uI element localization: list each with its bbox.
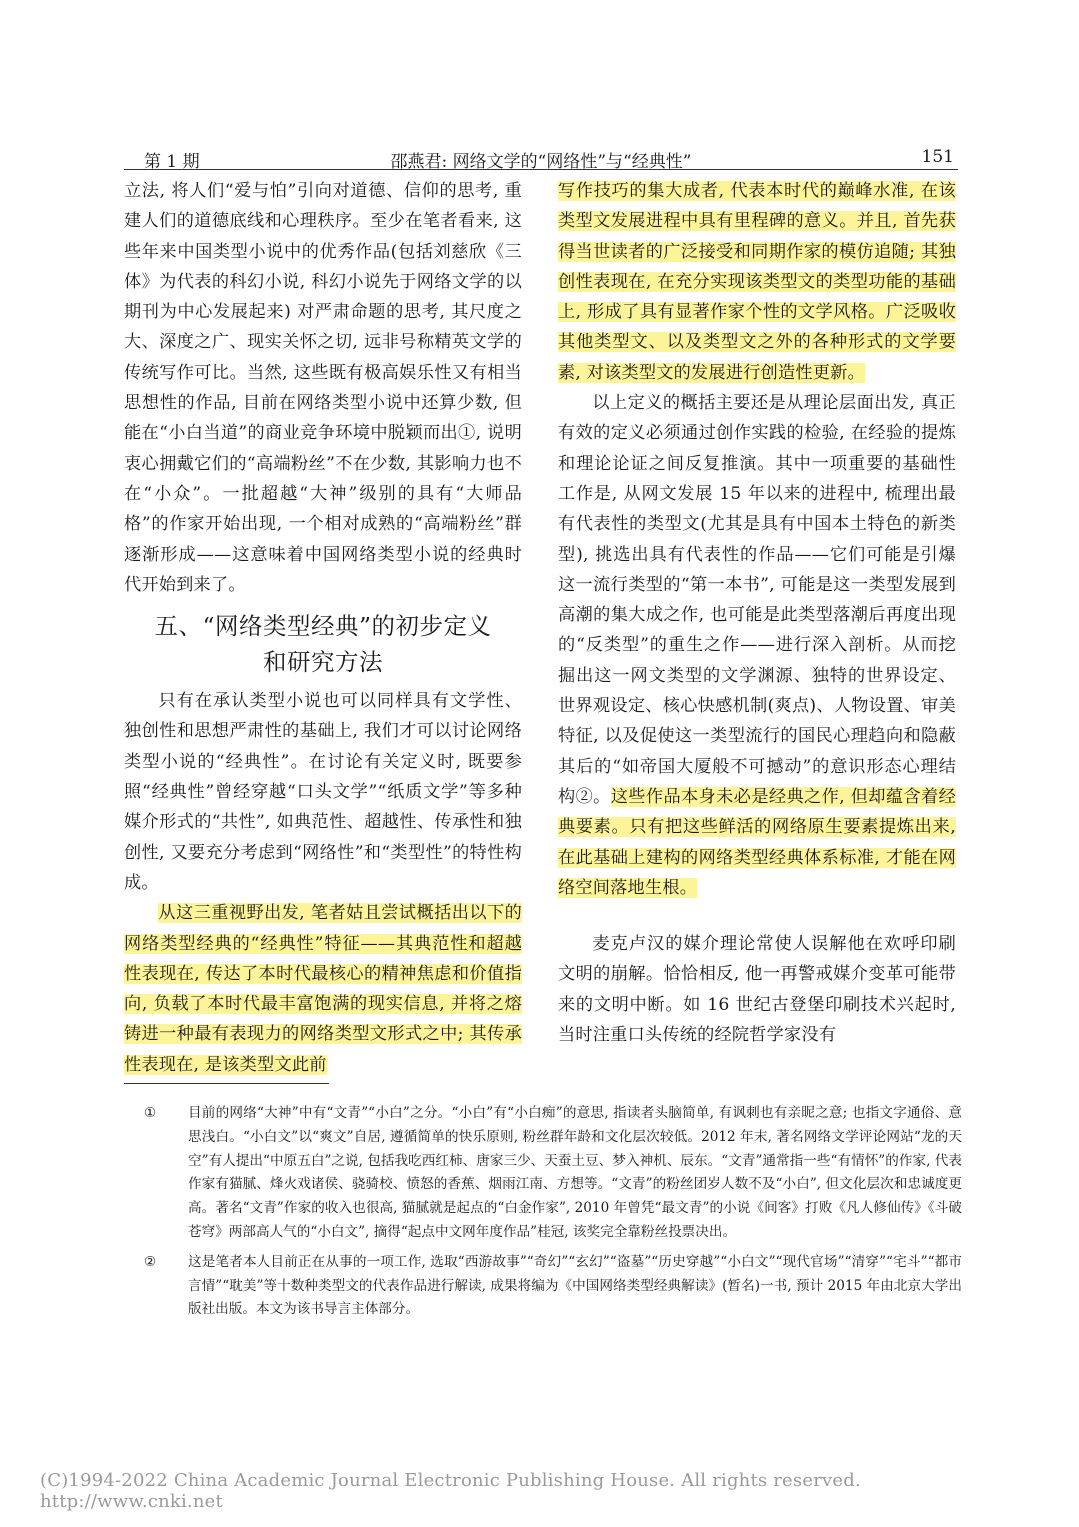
- footnote-rule: [124, 1083, 329, 1084]
- paragraph: 立法, 将人们“爱与怕”引向对道德、信仰的思考, 重建人们的道德底线和心理秩序。至少在笔者看来, 这些年来中国类型小说中的优秀作品(包括刘慈欣《三体》为代表的科幻小说, 科幻小说先于网络文学的以期刊为中心发展起来) 对严肃命题的思考, 其尺度之大、深度之广、现实关怀之切, 远非号称精英文学的传统写作可比。当然, 这些既有极高娱乐性又有相当思想性的作品, 目前在网络类型小说中还算少数, 但能在“小白当道”的商业竞争环境中脱颖而出①, 说明衷心拥戴它们的“高端粉丝”不在少数, 其影响力也不在“小众”。一批超越“大神”级别的具有“大师品格”的作家开始出现, 一个相对成熟的“高端粉丝”群逐渐形成——这意味着中国网络类型小说的经典时代开始到来了。: [124, 181, 522, 595]
- paragraph: [558, 388, 956, 903]
- right-column: [558, 176, 956, 1050]
- highlighted-text: 这些作品本身未必是经典之作, 但却蕴含着经典要素。只有把这些鲜活的网络原生要素提炼出来, 在此基础上建构的网络类型经典体系标准, 才能在网络空间落地生根。: [558, 786, 956, 898]
- left-column: [124, 176, 522, 1080]
- footnote: [144, 1251, 962, 1322]
- footnote-mark: ①: [144, 1105, 157, 1121]
- plain-text: 以上定义的概括主要还是从理论层面出发, 真正有效的定义必须通过创作实践的检验, 在经验的提炼和理论论证之间反复推演。其中一项重要的基础性工作是, 从网文发展 15 年以来的进程中, 梳理出最有代表性的类型文(尤其是具有中国本土特色的新类型), 挑选出具有代表性的作品——它们可能是引爆这一流行类型的“第一本书”, 可能是这一类型发展到高潮的集大成之作, 也可能是此类型落潮后再度出现的“反类型”的重生之作——进行深入剖析。从而挖掘出这一网文类型的文学渊源、独特的世界设定、世界观设定、核心快感机制(爽点)、人物设置、审美特征, 以及促使这一类型流行的国民心理趋向和隐蔽其后的“如帝国大厦般不可撼动”的意识形态心理结构②。: [558, 393, 956, 807]
- paragraph: 只有在承认类型小说也可以同样具有文学性、独创性和思想严肃性的基础上, 我们才可以讨论网络类型小说的“经典性”。在讨论有关定义时, 既要参照“经典性”曾经穿越“口头文学”“纸质文学”等多种媒介形式的“共性”, 如典范性、超越性、传承性和独创性, 又要充分考虑到“网络性”和“类型性”的特性构成。: [124, 691, 522, 893]
- paragraph: [558, 176, 956, 388]
- footnote-mark: ②: [144, 1253, 157, 1270]
- section-heading-line2: 和研究方法: [263, 648, 383, 677]
- footnote: [144, 1102, 962, 1245]
- paragraph: 麦克卢汉的媒介理论常使人误解他在欢呼印刷文明的崩解。恰恰相反, 他一再警戒媒介变革可能带来的文明中断。如 16 世纪古登堡印刷技术兴起时, 当时注重口头传统的经院哲学家没有: [558, 934, 956, 1046]
- footnote-text: 这是笔者本人目前正在从事的一项工作, 选取“西游故事”“奇幻”“玄幻”“盗墓”“历史穿越”“小白文”“现代官场”“清穿”“宅斗”“都市言情”“耽美”等十数种类型文的代表作品进行解读, 成果将编为《中国网络类型经典解读》(暂名)一书, 预计 2015 年由北京大学出版社出版。本文为该书导言主体部分。: [188, 1253, 962, 1318]
- highlighted-text: 写作技巧的集大成者, 代表本时代的巅峰水准, 在该类型文发展进程中具有里程碑的意义。并且, 首先获得当世读者的广泛接受和同期作家的模仿追随; 其独创性表现在, 在充分实现该类型文的类型功能的基础上, 形成了具有显著作家个性的文学风格。广泛吸收其他类型文、以及类型文之外的各种形式的文学要素, 对该类型文的发展进行创造性更新。: [558, 181, 956, 383]
- header-rule: [124, 169, 958, 170]
- paragraph: [124, 898, 522, 1080]
- section-heading-line1: 五、“网络类型经典”的初步定义: [154, 612, 492, 641]
- section-heading: [124, 608, 522, 680]
- running-title: 邵燕君: 网络文学的“网络性”与“经典性”: [390, 152, 692, 172]
- footnote-text: 目前的网络“大神”中有“文青”“小白”之分。“小白”有“小白痴”的意思, 指读者头脑简单, 有讽刺也有亲昵之意; 也指文字通俗、意思浅白。“小白文”以“爽文”自居, 遵循简单的快乐原则, 粉丝群年龄和文化层次较低。2012 年末, 著名网络文学评论网站“龙的天空”有人提出“中原五白”之说, 包括我吃西红柿、唐家三少、天蚕土豆、梦入神机、辰东。“文青”通常指一些“有情怀”的作家, 代表作家有猫腻、烽火戏诸侯、骁骑校、愤怒的香蕉、烟雨江南、方想等。“文青”的粉丝团岁人数不及“小白”, 但文化层次和忠诚度更高。著名“文青”作家的收入也很高, 猫腻就是起点的“白金作家”, 2010 年曾凭“最文青”的小说《间客》打败《凡人修仙传》《斗破苍穹》两部高人气的“小白文”, 摘得“起点中文网年度作品”桂冠, 该奖完全靠粉丝投票决出。: [188, 1105, 962, 1240]
- section-break: [558, 903, 956, 929]
- issue-number: 第 1 期: [144, 152, 200, 172]
- copyright-watermark: (C)1994-2022 China Academic Journal Electronic Publishing House. All rights reserved. http://www.cnki.net: [40, 1470, 861, 1512]
- page-number: 151: [921, 147, 954, 167]
- highlighted-text: 从这三重视野出发, 笔者姑且尝试概括出以下的网络类型经典的“经典性”特征——其典范性和超越性表现在, 传达了本时代最核心的精神焦虑和价值指向, 负载了本时代最丰富饱满的现实信息, 并将之熔铸进一种最有表现力的网络类型文形式之中; 其传承性表现在, 是该类型文此前: [124, 903, 522, 1075]
- footnotes: [144, 1102, 962, 1328]
